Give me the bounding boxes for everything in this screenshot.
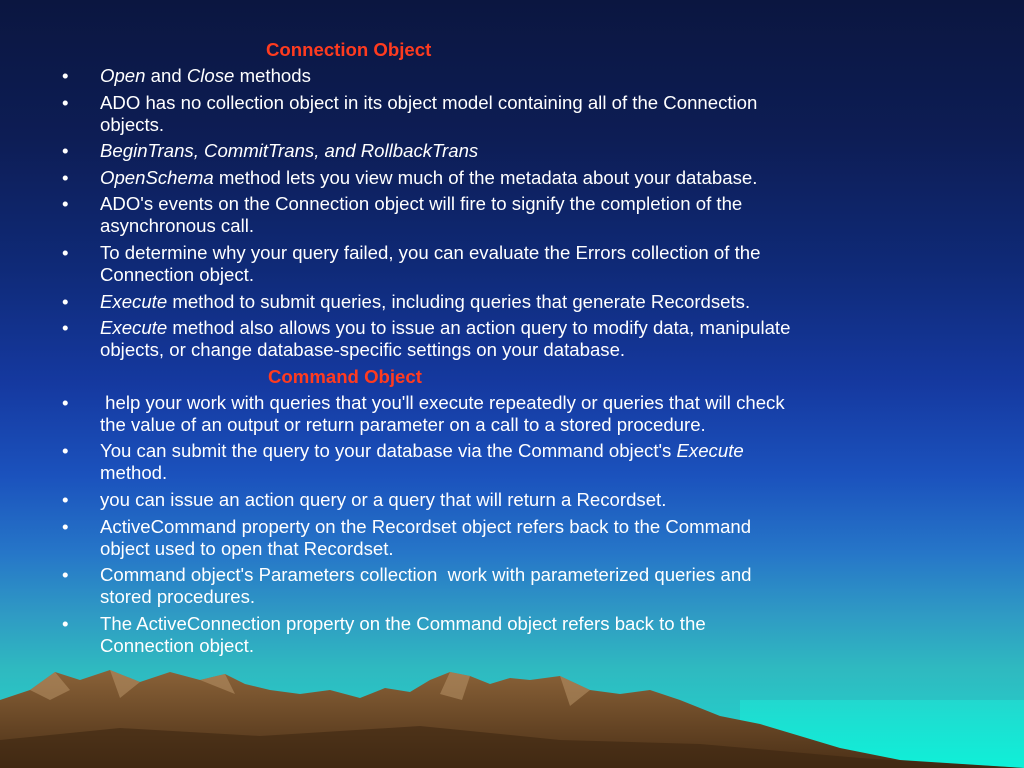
list-item-text: stored procedures. <box>100 586 256 608</box>
list-item-italic: Execute <box>100 290 168 312</box>
bullet-icon: • <box>62 290 69 312</box>
bullet-icon: • <box>62 317 69 339</box>
list-item-text: method. <box>100 462 168 484</box>
list-item-text: you can issue an action query or a query that will return a Recordset. <box>100 488 667 510</box>
list-item-text: the value of an output or return parameter on a call to a stored procedure. <box>100 413 706 435</box>
command-bullet-list <box>62 392 962 657</box>
list-item-text: and <box>145 65 187 86</box>
list-item <box>62 291 962 313</box>
bullet-icon: • <box>62 241 69 263</box>
list-item <box>62 65 962 87</box>
connection-bullet-list <box>62 65 962 361</box>
bullet-icon: • <box>62 91 69 113</box>
list-item <box>62 392 962 436</box>
list-item-text: To determine why your query failed, you can evaluate the Errors collection of the <box>100 241 761 263</box>
list-item-text: asynchronous call. <box>100 215 254 237</box>
bullet-icon: • <box>62 564 69 586</box>
list-item <box>62 242 962 286</box>
list-item-text: help your work with queries that you'll execute repeatedly or queries that will check <box>100 391 785 413</box>
list-item-text: The ActiveConnection property on the Command object refers back to the <box>100 612 706 634</box>
list-item <box>62 516 962 560</box>
list-item <box>62 564 962 608</box>
bullet-icon: • <box>62 612 69 634</box>
list-item <box>62 489 962 511</box>
list-item <box>62 613 962 657</box>
bullet-icon: • <box>62 166 69 188</box>
list-item-text: methods <box>234 65 311 86</box>
list-item-italic: Open <box>100 65 146 86</box>
list-item <box>62 440 962 484</box>
bullet-icon: • <box>62 440 69 462</box>
list-item-text: ADO has no collection object in its object model containing all of the Connection <box>100 91 758 113</box>
bullet-icon: • <box>62 515 69 537</box>
list-item-text: method also allows you to issue an action query to modify data, manipulate <box>167 317 791 339</box>
bullet-icon: • <box>62 140 69 162</box>
list-item-text: ADO's events on the Connection object will fire to signify the completion of the <box>100 193 743 215</box>
list-item-text: Connection object. <box>100 634 255 656</box>
list-item-text: Connection object. <box>100 263 255 285</box>
connection-object-heading: Connection Object <box>266 39 432 60</box>
list-item-text: Command object's Parameters collection work with parameterized queries and <box>100 564 752 586</box>
list-item-italic: OpenSchema <box>100 166 214 188</box>
list-item-italic: Close <box>186 65 235 86</box>
list-item <box>62 193 962 237</box>
list-item-italic: Execute <box>676 440 744 462</box>
bullet-icon: • <box>62 488 69 510</box>
list-item-text: object used to open that Recordset. <box>100 537 394 559</box>
bullet-icon: • <box>62 193 69 215</box>
slide-content <box>62 39 962 661</box>
list-item <box>62 140 962 162</box>
bullet-icon: • <box>62 65 69 86</box>
bullet-icon: • <box>62 391 69 413</box>
list-item <box>62 92 962 136</box>
list-item-text: objects. <box>100 113 165 135</box>
list-item-text: ActiveCommand property on the Recordset object refers back to the Command <box>100 515 752 537</box>
list-item-text: You can submit the query to your database via the Command object's <box>100 440 677 462</box>
list-item-italic: Execute <box>100 317 168 339</box>
command-object-heading: Command Object <box>268 365 422 387</box>
list-item <box>62 167 962 189</box>
list-item-italic: BeginTrans, CommitTrans, and RollbackTrans <box>100 140 479 162</box>
list-item <box>62 317 962 361</box>
list-item-text: objects, or change database-specific settings on your database. <box>100 339 626 361</box>
list-item-text: method lets you view much of the metadata about your database. <box>213 166 758 188</box>
list-item-text: method to submit queries, including queries that generate Recordsets. <box>167 290 751 312</box>
